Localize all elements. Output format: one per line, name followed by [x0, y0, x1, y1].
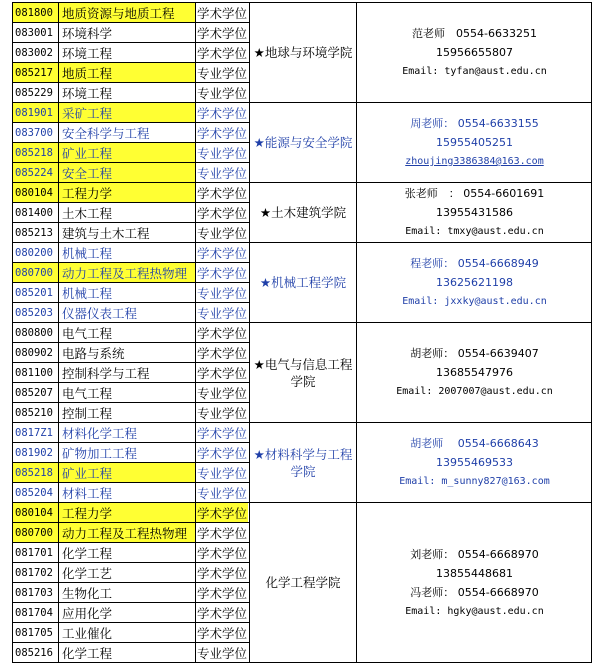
contact-info — [357, 243, 592, 322]
degree-type: 学术学位 — [196, 503, 248, 522]
college-name — [250, 423, 356, 502]
program-code: 085207 — [15, 386, 53, 399]
program-code: 081702 — [15, 566, 53, 579]
program-code: 085216 — [15, 646, 53, 659]
program-code: 080700 — [12, 263, 58, 282]
row-divider — [12, 382, 249, 383]
contact-info — [357, 503, 592, 662]
group-divider — [249, 422, 591, 423]
row-divider — [12, 602, 249, 603]
program-name: 机械工程 — [62, 245, 113, 261]
program-code: 085218 — [12, 143, 58, 162]
program-name: 材料工程 — [62, 485, 113, 501]
degree-type: 学术学位 — [197, 105, 248, 121]
row-divider — [12, 642, 249, 643]
contact-mobile: 13955431586 — [436, 206, 513, 219]
contact-phone: 程老师： 0554-6668949 — [410, 257, 539, 270]
program-code: 080104 — [12, 503, 58, 522]
degree-type: 专业学位 — [197, 225, 248, 241]
contact-email: Email: hgky@aust.edu.cn — [405, 605, 544, 617]
college-name — [250, 323, 356, 422]
program-code: 083002 — [15, 46, 53, 59]
college-name — [250, 3, 356, 102]
group-divider — [249, 102, 591, 103]
row-divider — [12, 362, 249, 363]
program-name: 化学工程 — [62, 645, 113, 661]
contact-phone: 范老师 0554-6633251 — [412, 27, 537, 40]
college-name-text: ★地球与环境学院 — [253, 45, 353, 60]
contact-mobile: 15955405251 — [436, 136, 513, 149]
degree-type: 学术学位 — [197, 605, 248, 621]
program-name: 动力工程及工程热物理 — [59, 523, 195, 542]
contact-phone: 胡老师 0554-6668643 — [410, 437, 539, 450]
program-code: 085218 — [12, 463, 58, 482]
row-divider — [12, 562, 249, 563]
contact-phone: 冯老师： 0554-6668970 — [410, 585, 539, 599]
code-col-divider — [58, 2, 59, 663]
row-divider — [12, 502, 249, 503]
program-name: 矿业工程 — [59, 463, 195, 482]
degree-type: 专业学位 — [197, 485, 248, 501]
contact-info — [357, 3, 592, 102]
contact-mobile: 13855448681 — [436, 566, 513, 580]
program-code: 081701 — [15, 546, 53, 559]
group-divider — [249, 322, 591, 323]
degree-type: 学术学位 — [197, 445, 248, 461]
group-divider — [249, 242, 591, 243]
contact-info — [357, 183, 592, 242]
degree-type: 专业学位 — [197, 385, 248, 401]
program-code: 081703 — [15, 586, 53, 599]
contact-mobile: 15956655807 — [436, 46, 513, 59]
program-code: 081800 — [12, 3, 58, 22]
row-divider — [12, 202, 249, 203]
row-divider — [12, 242, 249, 243]
college-col-divider — [356, 2, 357, 663]
row-divider — [12, 102, 249, 103]
program-name: 建筑与土木工程 — [62, 225, 150, 241]
degree-type: 专业学位 — [197, 65, 248, 81]
contact-phone: 周老师： 0554-6633155 — [410, 117, 539, 130]
program-name: 环境工程 — [62, 45, 113, 61]
left-border — [12, 2, 13, 663]
row-divider — [12, 622, 249, 623]
row-divider — [12, 302, 249, 303]
contact-mobile: 13625621198 — [436, 276, 513, 289]
program-code: 080700 — [12, 523, 58, 542]
degree-type: 专业学位 — [197, 145, 248, 161]
row-divider — [12, 322, 249, 323]
program-name: 地质工程 — [59, 63, 195, 82]
program-code: 081100 — [15, 366, 53, 379]
row-divider — [12, 162, 249, 163]
row-divider — [12, 142, 249, 143]
degree-type: 学术学位 — [197, 125, 248, 141]
degree-type: 学术学位 — [197, 205, 248, 221]
contact-mobile: 13955469533 — [436, 456, 513, 469]
row-divider — [12, 582, 249, 583]
type-col-divider — [249, 2, 250, 663]
program-name: 矿业工程 — [59, 143, 195, 162]
program-code: 085203 — [15, 306, 53, 319]
program-code: 085204 — [15, 486, 53, 499]
degree-type: 学术学位 — [197, 325, 248, 341]
degree-type: 专业学位 — [197, 285, 248, 301]
row-divider — [12, 522, 249, 523]
college-name-text: ★电气与信息工程学院 — [253, 356, 353, 389]
program-name: 工程力学 — [59, 183, 195, 202]
program-code: 085213 — [15, 226, 53, 239]
degree-type: 学术学位 — [197, 565, 248, 581]
degree-type: 专业学位 — [197, 645, 248, 661]
program-name: 机械工程 — [62, 285, 113, 301]
college-name-text: ★土木建筑学院 — [259, 205, 347, 220]
college-name — [250, 103, 356, 182]
degree-type: 学术学位 — [197, 365, 248, 381]
row-divider — [12, 62, 249, 63]
program-name: 控制科学与工程 — [62, 365, 150, 381]
degree-type: 学术学位 — [197, 345, 248, 361]
row-divider — [12, 662, 249, 663]
program-code: 080902 — [15, 346, 53, 359]
contact-email: Email: 2007007@aust.edu.cn — [396, 386, 553, 397]
degree-type: 学术学位 — [197, 5, 248, 21]
program-name: 化学工艺 — [62, 565, 113, 581]
contact-phone: 张老师 ： 0554-6601691 — [404, 187, 545, 200]
program-name: 地质资源与地质工程 — [59, 3, 195, 22]
contact-email: Email: jxxky@aust.edu.cn — [402, 296, 547, 307]
row-divider — [12, 2, 249, 3]
group-divider — [249, 662, 591, 663]
degree-type: 专业学位 — [197, 305, 248, 321]
row-divider — [12, 222, 249, 223]
program-code: 0817Z1 — [15, 426, 53, 439]
program-name: 采矿工程 — [59, 103, 195, 122]
row-divider — [12, 42, 249, 43]
contact-info — [357, 103, 592, 182]
program-code: 080200 — [15, 246, 53, 259]
college-name-text: 化学工程学院 — [265, 575, 341, 590]
row-divider — [12, 342, 249, 343]
group-divider — [249, 2, 591, 3]
program-name: 材料化学工程 — [62, 425, 138, 441]
row-divider — [12, 82, 249, 83]
college-name — [250, 503, 356, 662]
program-name: 电气工程 — [62, 325, 113, 341]
program-code: 085201 — [15, 286, 53, 299]
program-name: 化学工程 — [62, 545, 113, 561]
degree-type: 学术学位 — [197, 25, 248, 41]
college-name — [250, 243, 356, 322]
group-divider — [249, 502, 591, 503]
row-divider — [12, 182, 249, 183]
program-name: 环境科学 — [62, 25, 113, 41]
contact-info — [357, 423, 592, 502]
program-code: 081902 — [15, 446, 53, 459]
program-name: 工业催化 — [62, 625, 113, 641]
program-code: 085217 — [12, 63, 58, 82]
program-code: 081400 — [15, 206, 53, 219]
contact-email: Email: m_sunny827@163.com — [399, 476, 550, 487]
row-divider — [12, 282, 249, 283]
degree-type: 专业学位 — [197, 405, 248, 421]
program-name: 仪器仪表工程 — [62, 305, 138, 321]
degree-type: 学术学位 — [197, 185, 248, 201]
row-divider — [12, 22, 249, 23]
row-divider — [12, 422, 249, 423]
degree-type: 学术学位 — [197, 45, 248, 61]
degree-type: 学术学位 — [197, 265, 248, 281]
right-border — [591, 2, 592, 663]
group-divider — [249, 182, 591, 183]
program-name: 安全工程 — [59, 163, 195, 182]
row-divider — [12, 122, 249, 123]
degree-type: 专业学位 — [197, 165, 248, 181]
program-code: 085224 — [12, 163, 58, 182]
degree-type: 学术学位 — [197, 525, 248, 541]
degree-type: 专业学位 — [197, 465, 248, 481]
college-name-text: ★机械工程学院 — [259, 275, 347, 290]
program-name: 工程力学 — [59, 503, 195, 522]
program-code: 083001 — [15, 26, 53, 39]
program-name: 控制工程 — [62, 405, 113, 421]
program-name: 矿物加工工程 — [62, 445, 138, 461]
row-divider — [12, 482, 249, 483]
degree-type: 学术学位 — [197, 425, 248, 441]
degree-type: 专业学位 — [197, 85, 248, 101]
row-divider — [12, 542, 249, 543]
contact-phone: 胡老师： 0554-6639407 — [410, 347, 539, 360]
program-code: 081704 — [15, 606, 53, 619]
program-name: 电气工程 — [62, 385, 113, 401]
program-name: 生物化工 — [62, 585, 113, 601]
degree-type: 学术学位 — [197, 625, 248, 641]
program-name: 环境工程 — [62, 85, 113, 101]
contact-email[interactable]: zhoujing3386384@163.com — [405, 156, 544, 167]
degree-type: 学术学位 — [197, 545, 248, 561]
program-code: 081705 — [15, 626, 53, 639]
program-code: 080800 — [15, 326, 53, 339]
program-name: 安全科学与工程 — [62, 125, 150, 141]
college-name — [250, 183, 356, 242]
row-divider — [12, 262, 249, 263]
program-name: 电路与系统 — [62, 345, 125, 361]
row-divider — [12, 462, 249, 463]
degree-type: 学术学位 — [197, 245, 248, 261]
contact-email: Email: tmxy@aust.edu.cn — [405, 226, 544, 237]
program-code: 083700 — [15, 126, 53, 139]
program-name: 土木工程 — [62, 205, 113, 221]
program-code: 080104 — [12, 183, 58, 202]
college-name-text: ★能源与安全学院 — [253, 135, 353, 150]
program-name: 动力工程及工程热物理 — [59, 263, 195, 282]
program-code: 085210 — [15, 406, 53, 419]
degree-type: 学术学位 — [197, 585, 248, 601]
program-name: 应用化学 — [62, 605, 113, 621]
contact-email: Email: tyfan@aust.edu.cn — [402, 66, 547, 77]
program-code: 085229 — [15, 86, 53, 99]
college-name-text: ★材料科学与工程学院 — [253, 446, 353, 479]
row-divider — [12, 402, 249, 403]
name-col-divider — [195, 2, 196, 663]
contact-info — [357, 323, 592, 422]
contact-mobile: 13685547976 — [436, 366, 513, 379]
row-divider — [12, 442, 249, 443]
program-code: 081901 — [12, 103, 58, 122]
contact-phone: 刘老师： 0554-6668970 — [410, 547, 539, 561]
